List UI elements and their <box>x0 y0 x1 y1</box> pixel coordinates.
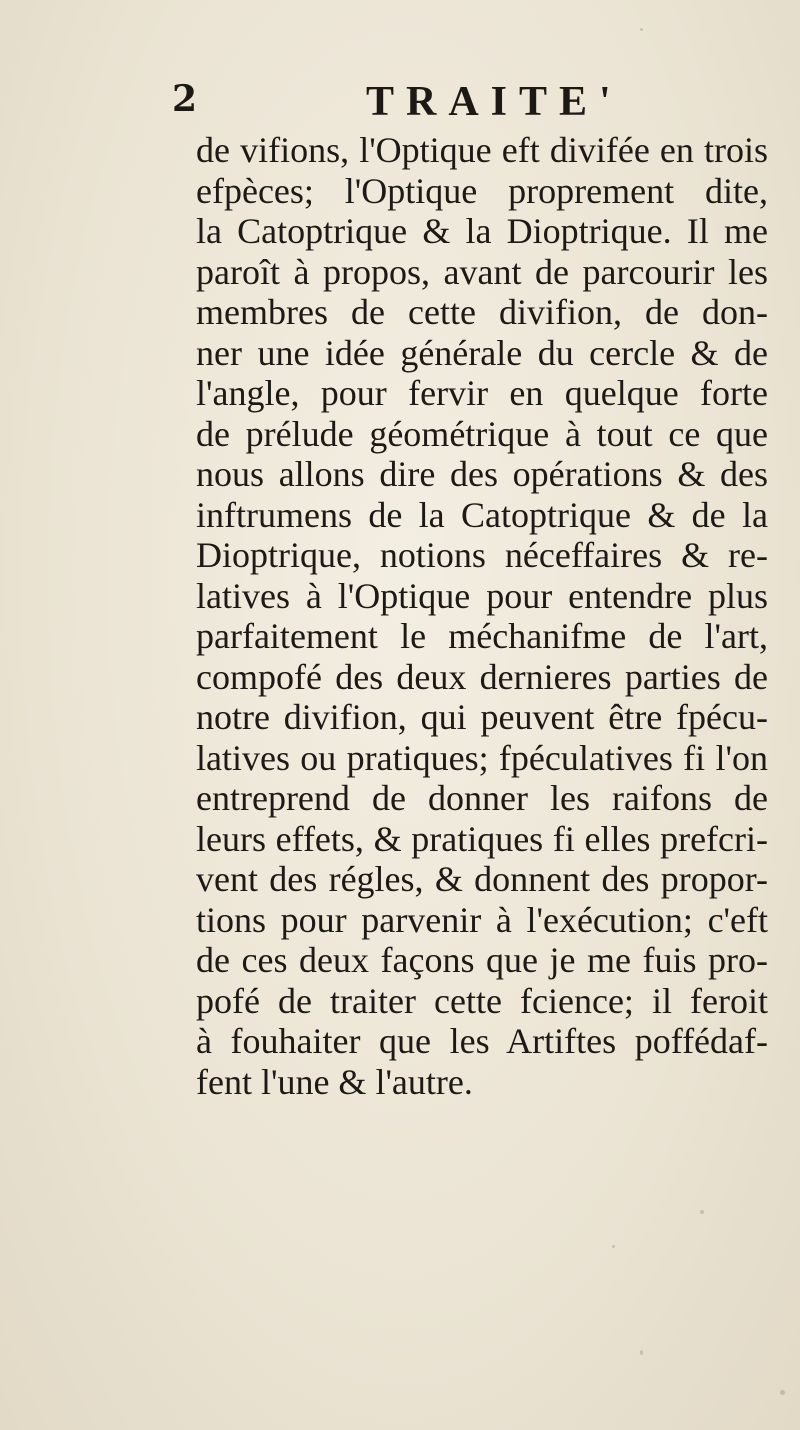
text-line: pofé de traiter cette fcience; il feroit <box>196 980 768 1021</box>
text-line: parfaitement le méchanifme de l'art, <box>196 616 768 656</box>
text-line: leurs effets, & pratiques fi elles prefcri- <box>196 818 768 859</box>
paper-speck <box>640 1350 643 1355</box>
text-line: membres de cette divifion, de don- <box>196 292 768 332</box>
paper-speck <box>700 1210 704 1214</box>
text-line: de prélude géométrique à tout ce que <box>196 413 768 454</box>
text-line: à fouhaiter que les Artiftes poffédaf- <box>196 1021 768 1061</box>
text-line: paroît à propos, avant de parcourir les <box>196 251 768 292</box>
text-line: latives ou pratiques; fpéculatives fi l'on <box>196 737 768 778</box>
body-text <box>196 130 768 1102</box>
text-line: Dioptrique, notions néceffaires & re- <box>196 535 768 575</box>
text-line: entreprend de donner les raifons de <box>196 778 768 818</box>
text-line: de vifions, l'Optique eft divifée en trois <box>196 130 768 170</box>
text-line: notre divifion, qui peuvent être fpécu- <box>196 697 768 737</box>
text-line: nous allons dire des opérations & des <box>196 454 768 494</box>
text-line: ner une idée générale du cercle & de <box>196 332 768 373</box>
text-line: de ces deux façons que je me fuis pro- <box>196 940 768 980</box>
text-line: efpèces; l'Optique proprement dite, <box>196 170 768 211</box>
paper-speck <box>640 28 643 31</box>
text-line: compofé des deux dernieres parties de <box>196 656 768 697</box>
text-line: la Catoptrique & la Dioptrique. Il me <box>196 211 768 251</box>
text-line: inftrumens de la Catoptrique & de la <box>196 494 768 535</box>
text-line: tions pour parvenir à l'exécution; c'eft <box>196 899 768 940</box>
page-number: 2 <box>172 78 198 120</box>
paper-speck <box>780 1390 785 1395</box>
text-line: latives à l'Optique pour entendre plus <box>196 575 768 616</box>
paper-speck <box>612 1245 615 1248</box>
text-line: l'angle, pour fervir en quelque forte <box>196 373 768 413</box>
running-head: TRAITE' <box>366 79 623 125</box>
text-line: vent des régles, & donnent des propor- <box>196 859 768 899</box>
text-line: fent l'une & l'autre. <box>196 1061 473 1102</box>
